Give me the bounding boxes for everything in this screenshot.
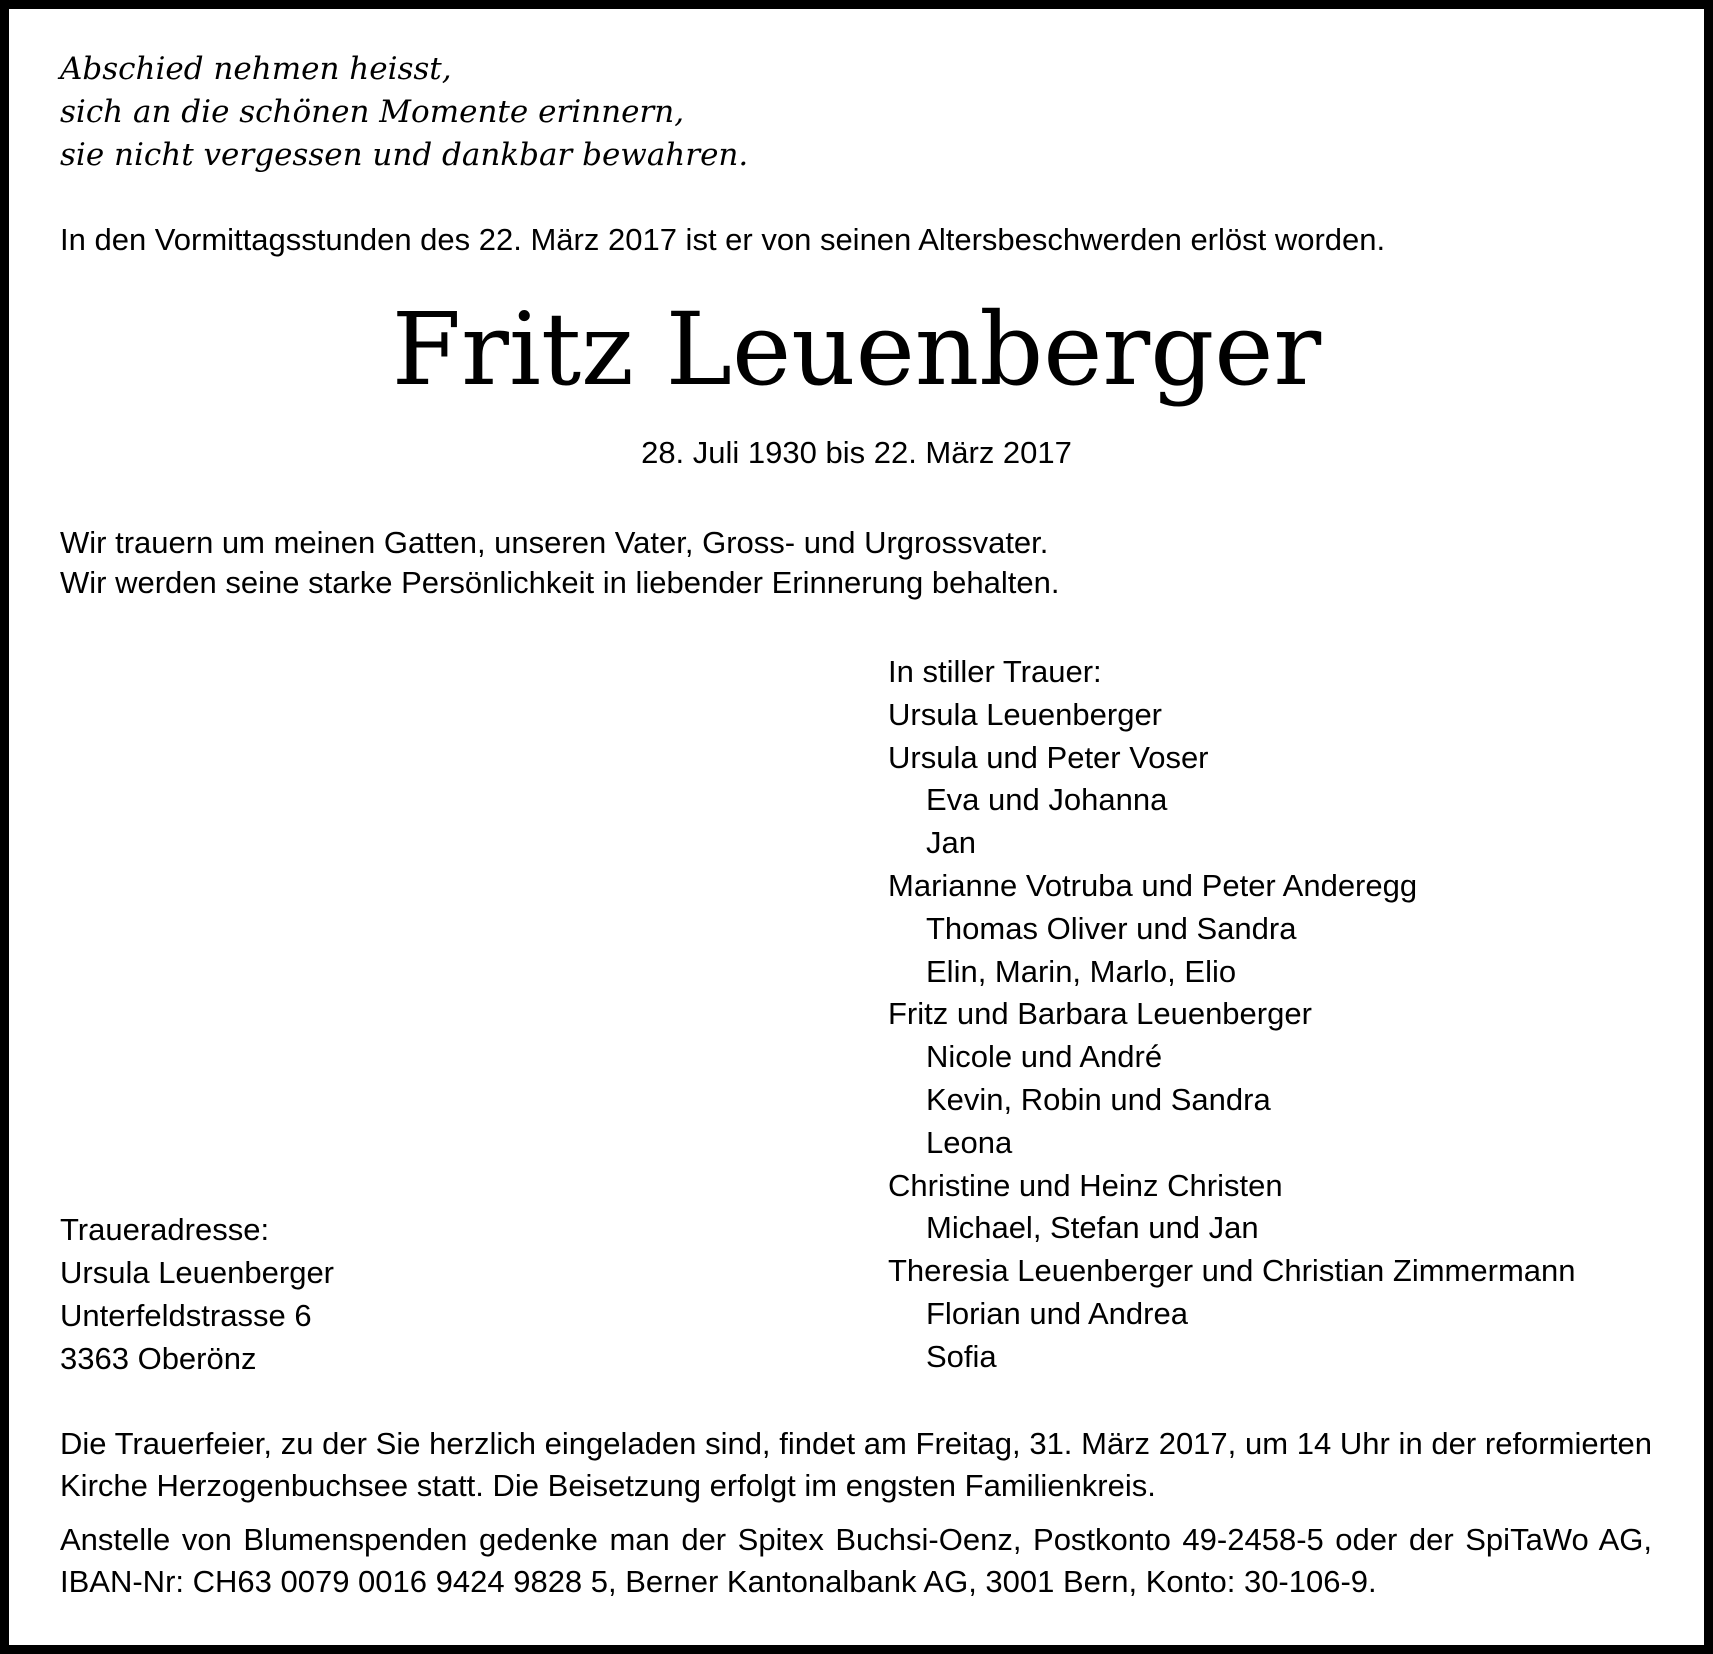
life-dates: 28. Juli 1930 bis 22. März 2017 <box>641 435 1072 470</box>
deceased-name: Fritz Leuenberger <box>391 291 1322 408</box>
funeral-ceremony-info: Die Trauerfeier, zu der Sie herzlich eingeladen sind, findet am Freitag, 31. März 2017, um 14 Uhr in der reformierten Kirche Herzogenbuchsee statt. Die Beisetzung erfolgt im engsten Familienkreis. <box>60 1426 1652 1503</box>
mourning-address <box>60 1208 334 1380</box>
donation-info: Anstelle von Blumenspenden gedenke man der Spitex Buchsi-Oenz, Postkonto 49-2458-5 oder der SpiTaWo AG, IBAN-Nr: CH63 0079 0016 9424 9828 5, Berner Kantonalbank AG, 3001 Bern, Konto: 30-106-9. <box>60 1522 1652 1599</box>
address-city: 3363 Oberönz <box>60 1341 257 1376</box>
mourner-sub-entry: Thomas Oliver und Sandra <box>926 910 1297 946</box>
mourner-sub-entry: Elin, Marin, Marlo, Elio <box>926 953 1237 989</box>
mourning-line: Wir werden seine starke Persönlichkeit in liebender Erinnerung behalten. <box>60 565 1060 600</box>
mourner-entry: Ursula Leuenberger <box>888 696 1163 732</box>
mourner-sub-entry: Leona <box>926 1124 1013 1160</box>
poem-line: Abschied nehmen heisst, <box>60 51 452 87</box>
mourner-sub-entry: Kevin, Robin und Sandra <box>926 1081 1271 1117</box>
mourner-entry: Christine und Heinz Christen <box>888 1167 1283 1203</box>
poem-line: sie nicht vergessen und dankbar bewahren. <box>60 137 749 173</box>
mourners-entries <box>888 694 1576 1379</box>
mourner-entry: Marianne Votruba und Peter Anderegg <box>888 867 1418 903</box>
mourners-list <box>888 651 1576 1379</box>
address-label: Traueradresse: <box>60 1212 270 1247</box>
mourning-line: Wir trauern um meinen Gatten, unseren Vater, Gross- und Urgrossvater. <box>60 525 1049 560</box>
mourning-statement <box>60 523 1059 603</box>
address-name: Ursula Leuenberger <box>60 1255 335 1290</box>
mourner-sub-entry: Florian und Andrea <box>926 1295 1188 1331</box>
mourner-entry: Theresia Leuenberger und Christian Zimmermann <box>888 1253 1576 1289</box>
address-street: Unterfeldstrasse 6 <box>60 1298 312 1333</box>
death-notice-intro: In den Vormittagsstunden des 22. März 2017 ist er von seinen Altersbeschwerden erlöst worden. <box>60 222 1386 257</box>
mourner-sub-entry: Michael, Stefan und Jan <box>926 1210 1259 1246</box>
mourner-sub-entry: Sofia <box>926 1338 997 1374</box>
mourner-sub-entry: Nicole und André <box>926 1039 1163 1075</box>
mourners-heading: In stiller Trauer: <box>888 654 1102 689</box>
mourner-entry: Ursula und Peter Voser <box>888 739 1209 775</box>
poem-quote <box>60 48 748 177</box>
poem-line: sich an die schönen Momente erinnern, <box>60 94 685 130</box>
mourner-entry: Fritz und Barbara Leuenberger <box>888 996 1312 1032</box>
mourner-sub-entry: Eva und Johanna <box>926 782 1168 818</box>
mourner-sub-entry: Jan <box>926 825 976 861</box>
